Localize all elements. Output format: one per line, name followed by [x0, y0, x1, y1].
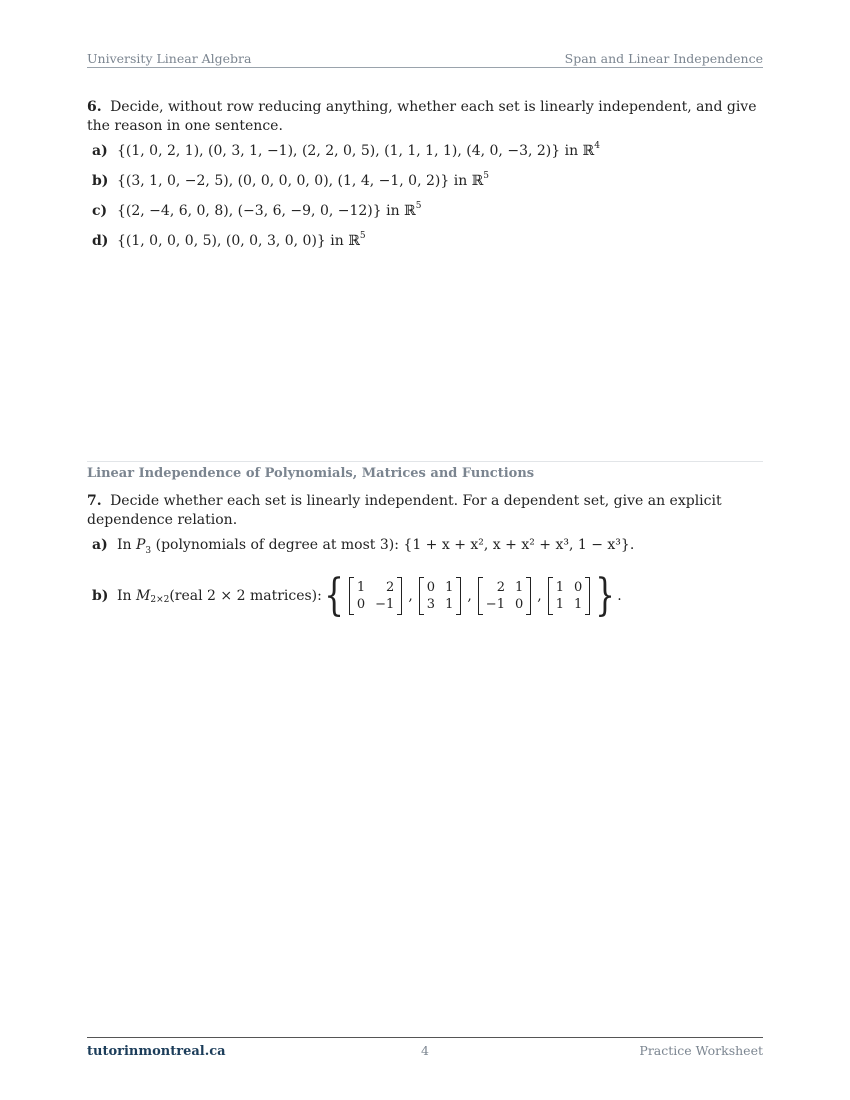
item-label: b) — [92, 587, 109, 604]
matrix-entry: 1 — [555, 580, 564, 595]
left-brace: { — [324, 570, 344, 621]
problem-7-items — [87, 536, 764, 621]
section-divider — [87, 461, 763, 462]
problem-number: 7. — [87, 493, 102, 509]
section-title: Linear Independence of Polynomials, Matrices and Functions — [87, 466, 535, 481]
matrix-entry: −1 — [375, 597, 395, 612]
item-label: d) — [92, 233, 109, 249]
space-subscript: 3 — [145, 545, 152, 556]
item-set: {(2, −4, 6, 0, 8), (−3, 6, −9, 0, −12)} in ℝ — [117, 203, 416, 219]
matrix-entry: 0 — [356, 597, 366, 612]
problem-6-prompt — [87, 98, 764, 136]
list-item: b) In M $_{2\times 2}$ (real 2 × 2 matrices): { 1 2 0 −1 , 0 1 3 1 , 2 1 −1 0 , 1 0 1 1 } . — [92, 570, 622, 621]
matrix-entry: 1 — [573, 597, 583, 612]
matrix — [478, 577, 531, 615]
problem-7-prompt — [87, 492, 764, 530]
matrix-entry: 2 — [386, 580, 395, 595]
space-exponent: 5 — [483, 171, 490, 182]
matrix-entry: 1 — [514, 580, 524, 595]
matrix-entry: 0 — [514, 597, 524, 612]
matrix-entry: 2 — [496, 580, 505, 595]
list-item — [92, 536, 764, 566]
matrix — [349, 577, 402, 615]
problem-7 — [87, 492, 764, 621]
item-set: {(3, 1, 0, −2, 5), (0, 0, 0, 0, 0), (1, 4, −1, 0, 2)} in ℝ — [117, 173, 484, 189]
item-pre: In — [117, 537, 136, 553]
matrix — [419, 577, 462, 615]
matrix-entry: 1 — [445, 597, 454, 612]
list-item — [92, 202, 764, 232]
list-item — [92, 142, 764, 172]
space-symbol: P — [136, 537, 146, 553]
header-course: University Linear Algebra — [87, 51, 252, 66]
footer-site: tutorinmontreal.ca — [87, 1044, 226, 1059]
list-item — [92, 232, 764, 262]
matrix-entry: 0 — [573, 580, 583, 595]
matrix-entry: 0 — [426, 580, 436, 595]
list-item — [92, 172, 764, 202]
page-header — [87, 51, 763, 66]
item-label: b) — [92, 173, 109, 189]
matrix-entry: 1 — [555, 597, 564, 612]
page-footer — [87, 1043, 763, 1059]
header-topic: Span and Linear Independence — [564, 51, 763, 66]
item-desc: (real 2 × 2 matrices): — [169, 587, 322, 604]
item-label: a) — [92, 537, 108, 553]
footer-label: Practice Worksheet — [639, 1043, 763, 1058]
right-brace: } — [595, 570, 616, 621]
footer-rule — [87, 1037, 763, 1038]
problem-6 — [87, 98, 764, 262]
item-set: {(1, 0, 2, 1), (0, 3, 1, −1), (2, 2, 0, 5), (1, 1, 1, 1), (4, 0, −3, 2)} in ℝ — [117, 143, 595, 159]
header-rule — [87, 67, 763, 68]
item-pre: In — [117, 587, 132, 604]
page-number: 4 — [421, 1043, 429, 1058]
space-exponent: 4 — [594, 141, 600, 152]
matrix-entry: 1 — [356, 580, 366, 595]
item-set: {(1, 0, 0, 0, 5), (0, 0, 3, 0, 0)} in ℝ — [117, 233, 360, 249]
problem-number: 6. — [87, 99, 102, 115]
item-label: c) — [92, 203, 108, 219]
matrix-entry: −1 — [485, 597, 505, 612]
space-exponent: 5 — [415, 201, 422, 212]
problem-6-items — [87, 142, 764, 262]
matrix — [548, 577, 591, 615]
problem-prompt: Decide whether each set is linearly independent. For a dependent set, give an explicit dependence relation. — [87, 493, 722, 528]
item-desc: (polynomials of degree at most 3): {1 + x + x², x + x² + x³, 1 − x³}. — [151, 537, 635, 553]
item-label: a) — [92, 143, 108, 159]
space-exponent: 5 — [359, 231, 366, 242]
space-symbol: M — [136, 587, 151, 604]
matrix-entry: 3 — [426, 597, 436, 612]
problem-prompt: Decide, without row reducing anything, whether each set is linearly independent, and give the reason in one sentence. — [87, 99, 757, 134]
matrix-entry: 1 — [445, 580, 454, 595]
